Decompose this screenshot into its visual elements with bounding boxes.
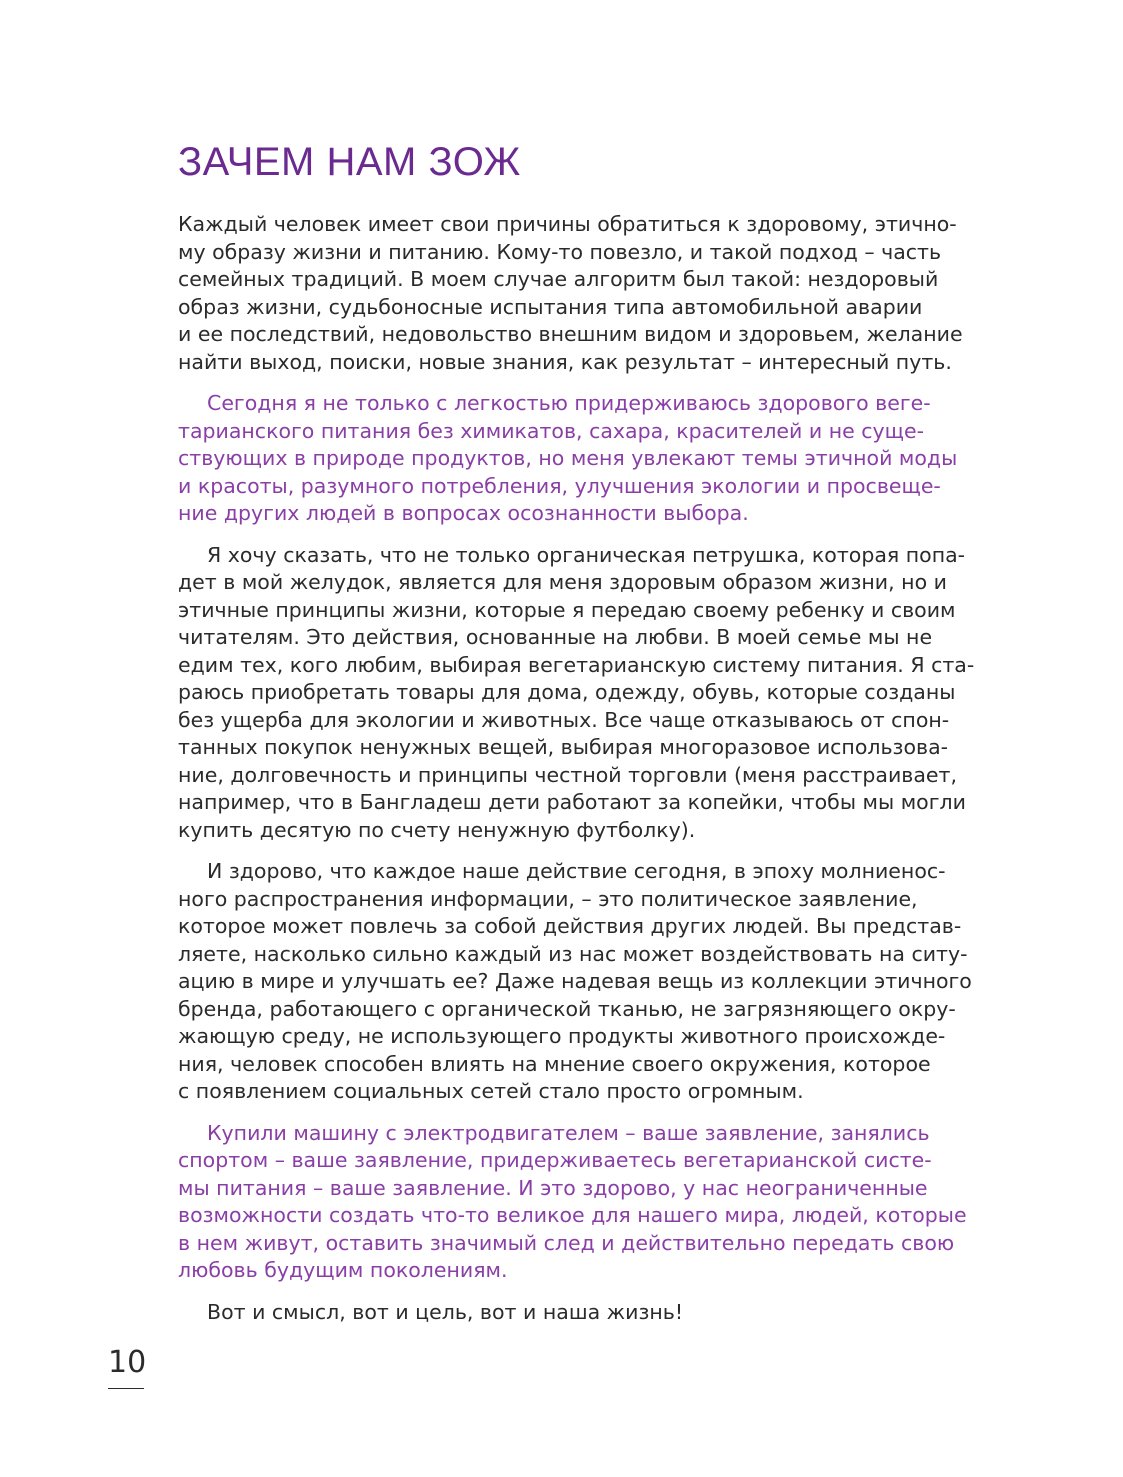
- text-line: ние других людей в вопросах осознанности выбора.: [178, 501, 749, 525]
- text-line: Купили машину с электродвигателем – ваше заявление, занялись: [207, 1120, 930, 1145]
- text-line: без ущерба для экологии и животных. Все чаще отказываюсь от спон-: [178, 707, 950, 732]
- text-line: мы питания – ваше заявление. И это здорово, у нас неограниченные: [178, 1175, 928, 1200]
- text-line: ного распространения информации, – это политическое заявление,: [178, 886, 918, 911]
- text-line: Вот и смысл, вот и цель, вот и наша жизнь!: [207, 1299, 684, 1324]
- text-line: любовь будущим поколениям.: [178, 1258, 508, 1282]
- paragraph: [178, 1299, 978, 1327]
- text-line: му образу жизни и питанию. Кому-то повезло, и такой подход – часть: [178, 239, 942, 264]
- text-line: найти выход, поиски, новые знания, как результат – интересный путь.: [178, 349, 952, 374]
- body-text: [178, 211, 978, 1326]
- text-line: ляете, насколько сильно каждый из нас может воздействовать на ситу-: [178, 941, 968, 966]
- page-number-rule: [108, 1388, 144, 1389]
- text-line: тарианского питания без химикатов, сахара, красителей и не суще-: [178, 418, 924, 443]
- text-line: дет в мой желудок, является для меня здоровым образом жизни, но и: [178, 570, 947, 594]
- text-line: семейных традиций. В моем случае алгоритм был такой: нездоровый: [178, 267, 939, 291]
- text-line: ния, человек способен влиять на мнение своего окружения, которое: [178, 1051, 931, 1076]
- text-line: раюсь приобретать товары для дома, одежду, обувь, которые созданы: [178, 680, 956, 704]
- text-line: ствующих в природе продуктов, но меня увлекают темы этичной моды: [178, 446, 958, 470]
- text-line: Каждый человек имеет свои причины обратиться к здоровому, этично-: [178, 212, 957, 236]
- text-line: которое может повлечь за собой действия других людей. Вы представ-: [178, 914, 962, 938]
- text-line: например, что в Бангладеш дети работают за копейки, чтобы мы могли: [178, 790, 966, 814]
- text-line: едим тех, кого любим, выбирая вегетарианскую систему питания. Я ста-: [178, 652, 975, 677]
- text-line: Сегодня я не только с легкостью придерживаюсь здорового веге-: [207, 391, 931, 415]
- page-number: 10: [108, 1345, 147, 1380]
- page-title: ЗАЧЕМ НАМ ЗОЖ: [178, 140, 521, 184]
- text-line: ние, долговечность и принципы честной торговли (меня расстраивает,: [178, 762, 957, 787]
- text-line: ацию в мире и улучшать ее? Даже надевая вещь из коллекции этичного: [178, 969, 972, 993]
- text-line: читателям. Это действия, основанные на любви. В моей семье мы не: [178, 625, 933, 649]
- text-line: купить десятую по счету ненужную футболку).: [178, 817, 696, 842]
- paragraph: [178, 390, 978, 528]
- text-line: танных покупок ненужных вещей, выбирая многоразовое использова-: [178, 735, 949, 759]
- text-line: этичные принципы жизни, которые я передаю своему ребенку и своим: [178, 597, 956, 622]
- text-line: и красоты, разумного потребления, улучшения экологии и просвеще-: [178, 473, 941, 498]
- text-line: И здорово, что каждое наше действие сегодня, в эпоху молниенос-: [207, 859, 946, 883]
- text-line: бренда, работающего с органической тканью, не загрязняющего окру-: [178, 996, 956, 1021]
- paragraph: [178, 858, 978, 1106]
- page-content: [178, 140, 978, 1340]
- paragraph: [178, 1120, 978, 1285]
- text-line: Я хочу сказать, что не только органическая петрушка, которая попа-: [207, 542, 966, 567]
- paragraph: [178, 542, 978, 845]
- text-line: жающую среду, не использующего продукты животного происхожде-: [178, 1024, 946, 1048]
- paragraph: [178, 211, 978, 376]
- text-line: в нем живут, оставить значимый след и действительно передать свою: [178, 1230, 955, 1255]
- text-line: образ жизни, судьбоносные испытания типа автомобильной аварии: [178, 294, 923, 319]
- text-line: и ее последствий, недовольство внешним видом и здоровьем, желание: [178, 322, 963, 346]
- text-line: с появлением социальных сетей стало просто огромным.: [178, 1079, 804, 1103]
- text-line: спортом – ваше заявление, придерживаетесь вегетарианской систе-: [178, 1148, 932, 1172]
- text-line: возможности создать что-то великое для нашего мира, людей, которые: [178, 1203, 967, 1227]
